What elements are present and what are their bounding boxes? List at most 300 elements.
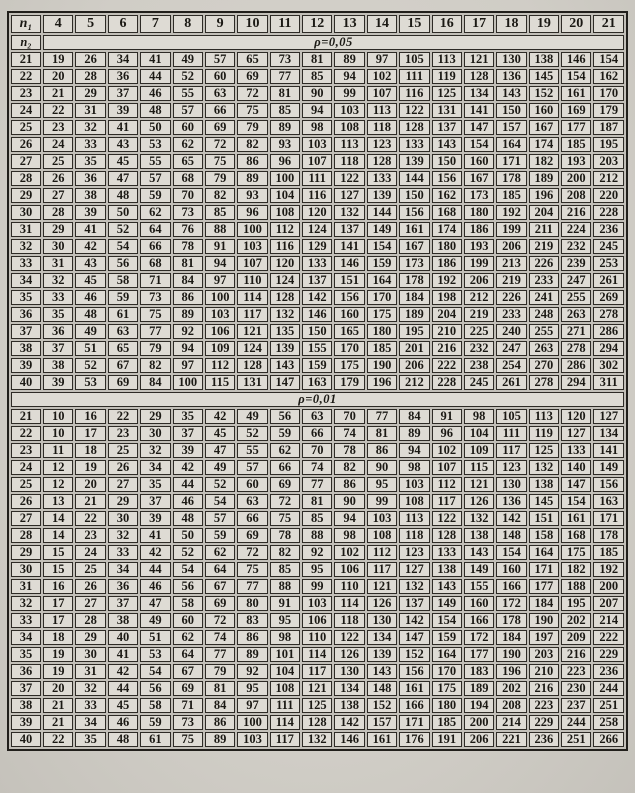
critical-value-cell: 199 bbox=[464, 256, 494, 271]
critical-value-cell: 160 bbox=[496, 562, 526, 577]
critical-value-cell: 133 bbox=[432, 545, 462, 560]
critical-value-cell: 124 bbox=[237, 341, 267, 356]
critical-value-cell: 114 bbox=[302, 647, 332, 662]
n2-row-header: 34 bbox=[11, 273, 41, 288]
critical-value-cell: 168 bbox=[432, 205, 462, 220]
critical-value-cell: 120 bbox=[561, 409, 591, 424]
critical-value-cell: 163 bbox=[593, 494, 624, 509]
critical-value-cell: 220 bbox=[593, 188, 624, 203]
critical-value-cell: 159 bbox=[302, 358, 332, 373]
critical-value-cell: 52 bbox=[173, 545, 203, 560]
critical-value-cell: 47 bbox=[108, 171, 138, 186]
critical-value-cell: 180 bbox=[432, 239, 462, 254]
critical-value-cell: 132 bbox=[529, 460, 559, 475]
critical-value-cell: 81 bbox=[270, 86, 300, 101]
critical-value-cell: 54 bbox=[205, 494, 235, 509]
critical-value-cell: 72 bbox=[270, 494, 300, 509]
critical-value-cell: 99 bbox=[302, 579, 332, 594]
table-row bbox=[11, 426, 624, 441]
critical-value-cell: 56 bbox=[140, 681, 170, 696]
critical-value-cell: 19 bbox=[43, 647, 73, 662]
table-row bbox=[11, 358, 624, 373]
critical-value-cell: 143 bbox=[432, 137, 462, 152]
table-row bbox=[11, 86, 624, 101]
critical-value-cell: 200 bbox=[593, 579, 624, 594]
critical-value-cell: 146 bbox=[334, 732, 364, 747]
critical-value-cell: 184 bbox=[399, 290, 429, 305]
n1-column-header: 17 bbox=[464, 15, 494, 33]
critical-value-cell: 41 bbox=[108, 647, 138, 662]
critical-value-cell: 78 bbox=[173, 239, 203, 254]
critical-value-cell: 103 bbox=[302, 596, 332, 611]
critical-value-cell: 185 bbox=[496, 188, 526, 203]
critical-value-cell: 75 bbox=[173, 732, 203, 747]
critical-value-cell: 85 bbox=[270, 103, 300, 118]
critical-value-cell: 59 bbox=[205, 528, 235, 543]
section-label-rho-005: ρ=0,05 bbox=[43, 35, 624, 50]
critical-value-cell: 156 bbox=[399, 664, 429, 679]
critical-value-cell: 253 bbox=[593, 256, 624, 271]
critical-value-cell: 106 bbox=[205, 324, 235, 339]
table-row bbox=[11, 647, 624, 662]
critical-value-cell: 49 bbox=[173, 52, 203, 67]
critical-value-cell: 100 bbox=[237, 715, 267, 730]
critical-value-cell: 190 bbox=[367, 358, 397, 373]
critical-value-cell: 21 bbox=[43, 715, 73, 730]
critical-value-cell: 86 bbox=[237, 154, 267, 169]
critical-value-cell: 171 bbox=[593, 511, 624, 526]
critical-value-cell: 79 bbox=[140, 341, 170, 356]
critical-value-cell: 163 bbox=[302, 375, 332, 390]
critical-value-cell: 16 bbox=[75, 409, 105, 424]
critical-value-cell: 133 bbox=[561, 443, 591, 458]
table-row bbox=[11, 443, 624, 458]
critical-value-cell: 21 bbox=[75, 494, 105, 509]
critical-value-cell: 186 bbox=[432, 256, 462, 271]
critical-value-cell: 165 bbox=[334, 324, 364, 339]
critical-value-cell: 185 bbox=[561, 137, 591, 152]
critical-value-cell: 167 bbox=[464, 171, 494, 186]
critical-value-cell: 110 bbox=[334, 579, 364, 594]
critical-value-cell: 138 bbox=[529, 52, 559, 67]
critical-value-cell: 77 bbox=[302, 477, 332, 492]
critical-value-cell: 51 bbox=[75, 341, 105, 356]
critical-value-cell: 53 bbox=[140, 647, 170, 662]
critical-value-cell: 81 bbox=[302, 494, 332, 509]
n2-row-header: 32 bbox=[11, 596, 41, 611]
critical-value-cell: 133 bbox=[399, 137, 429, 152]
critical-value-cell: 239 bbox=[561, 256, 591, 271]
critical-value-cell: 172 bbox=[464, 630, 494, 645]
critical-value-cell: 86 bbox=[205, 715, 235, 730]
critical-value-cell: 61 bbox=[140, 732, 170, 747]
critical-value-cell: 93 bbox=[270, 137, 300, 152]
critical-value-cell: 26 bbox=[108, 460, 138, 475]
critical-value-cell: 125 bbox=[529, 443, 559, 458]
critical-value-cell: 48 bbox=[140, 103, 170, 118]
critical-value-cell: 73 bbox=[173, 715, 203, 730]
critical-value-cell: 118 bbox=[367, 120, 397, 135]
critical-value-cell: 206 bbox=[464, 273, 494, 288]
critical-value-cell: 94 bbox=[399, 443, 429, 458]
critical-value-cell: 44 bbox=[140, 69, 170, 84]
critical-value-cell: 85 bbox=[302, 511, 332, 526]
critical-value-cell: 68 bbox=[173, 171, 203, 186]
critical-value-cell: 170 bbox=[334, 341, 364, 356]
critical-value-cell: 57 bbox=[140, 171, 170, 186]
critical-value-cell: 57 bbox=[173, 103, 203, 118]
critical-value-cell: 212 bbox=[464, 290, 494, 305]
critical-value-cell: 46 bbox=[140, 86, 170, 101]
critical-value-cell: 216 bbox=[561, 647, 591, 662]
critical-value-cell: 77 bbox=[237, 579, 267, 594]
critical-value-cell: 30 bbox=[43, 239, 73, 254]
critical-value-cell: 28 bbox=[43, 205, 73, 220]
critical-value-cell: 54 bbox=[108, 239, 138, 254]
critical-value-cell: 232 bbox=[464, 341, 494, 356]
critical-value-cell: 112 bbox=[205, 358, 235, 373]
critical-value-cell: 196 bbox=[529, 188, 559, 203]
critical-value-cell: 128 bbox=[302, 715, 332, 730]
critical-value-cell: 114 bbox=[270, 715, 300, 730]
n1-column-header: 10 bbox=[237, 15, 267, 33]
critical-value-cell: 35 bbox=[75, 154, 105, 169]
critical-value-cell: 118 bbox=[334, 613, 364, 628]
critical-value-cell: 247 bbox=[496, 341, 526, 356]
critical-value-cell: 199 bbox=[496, 222, 526, 237]
critical-value-cell: 31 bbox=[43, 256, 73, 271]
critical-value-cell: 66 bbox=[140, 239, 170, 254]
critical-value-cell: 72 bbox=[205, 137, 235, 152]
critical-value-cell: 132 bbox=[270, 307, 300, 322]
table-row bbox=[11, 171, 624, 186]
critical-value-cell: 123 bbox=[367, 137, 397, 152]
critical-value-cell: 147 bbox=[399, 630, 429, 645]
critical-value-cell: 35 bbox=[140, 477, 170, 492]
critical-value-cell: 123 bbox=[496, 460, 526, 475]
critical-value-cell: 143 bbox=[464, 545, 494, 560]
critical-value-cell: 222 bbox=[432, 358, 462, 373]
critical-value-cell: 162 bbox=[432, 188, 462, 203]
critical-value-cell: 73 bbox=[270, 52, 300, 67]
critical-value-cell: 69 bbox=[237, 69, 267, 84]
n2-row-header: 22 bbox=[11, 69, 41, 84]
critical-value-cell: 37 bbox=[173, 426, 203, 441]
critical-value-cell: 120 bbox=[302, 205, 332, 220]
table-row bbox=[11, 222, 624, 237]
critical-value-cell: 166 bbox=[399, 698, 429, 713]
critical-value-cell: 66 bbox=[237, 511, 267, 526]
critical-value-cell: 202 bbox=[561, 613, 591, 628]
n2-row-header: 33 bbox=[11, 613, 41, 628]
critical-value-cell: 94 bbox=[205, 256, 235, 271]
critical-value-cell: 130 bbox=[496, 52, 526, 67]
critical-value-cell: 108 bbox=[399, 494, 429, 509]
critical-value-cell: 59 bbox=[140, 715, 170, 730]
n2-row-header: 27 bbox=[11, 154, 41, 169]
critical-value-cell: 164 bbox=[432, 647, 462, 662]
table-row bbox=[11, 681, 624, 696]
table-row bbox=[11, 715, 624, 730]
critical-value-cell: 89 bbox=[237, 171, 267, 186]
critical-value-cell: 65 bbox=[237, 52, 267, 67]
critical-value-cell: 101 bbox=[270, 647, 300, 662]
critical-value-cell: 65 bbox=[173, 154, 203, 169]
table-row bbox=[11, 477, 624, 492]
critical-value-cell: 41 bbox=[108, 120, 138, 135]
critical-value-cell: 100 bbox=[205, 290, 235, 305]
critical-value-cell: 60 bbox=[173, 120, 203, 135]
n2-row-header: 25 bbox=[11, 120, 41, 135]
critical-value-cell: 12 bbox=[43, 477, 73, 492]
critical-value-cell: 81 bbox=[367, 426, 397, 441]
critical-value-cell: 29 bbox=[43, 222, 73, 237]
critical-value-cell: 74 bbox=[205, 630, 235, 645]
critical-value-cell: 111 bbox=[270, 698, 300, 713]
table-row bbox=[11, 273, 624, 288]
critical-value-cell: 136 bbox=[496, 69, 526, 84]
critical-value-cell: 29 bbox=[75, 86, 105, 101]
critical-value-cell: 58 bbox=[173, 596, 203, 611]
critical-value-cell: 42 bbox=[108, 664, 138, 679]
critical-value-cell: 206 bbox=[399, 358, 429, 373]
critical-value-cell: 119 bbox=[432, 69, 462, 84]
critical-value-cell: 52 bbox=[237, 426, 267, 441]
critical-value-cell: 112 bbox=[270, 222, 300, 237]
critical-value-cell: 46 bbox=[140, 579, 170, 594]
critical-value-cell: 150 bbox=[302, 324, 332, 339]
critical-value-cell: 223 bbox=[529, 698, 559, 713]
critical-value-cell: 160 bbox=[334, 307, 364, 322]
critical-value-cell: 195 bbox=[399, 324, 429, 339]
critical-value-cell: 161 bbox=[561, 86, 591, 101]
critical-value-cell: 175 bbox=[334, 358, 364, 373]
critical-value-cell: 34 bbox=[140, 460, 170, 475]
n2-row-header: 36 bbox=[11, 664, 41, 679]
n1-column-header: 16 bbox=[432, 15, 462, 33]
critical-value-cell: 15 bbox=[43, 562, 73, 577]
critical-value-cell: 228 bbox=[593, 205, 624, 220]
critical-value-cell: 175 bbox=[561, 545, 591, 560]
critical-value-cell: 67 bbox=[108, 358, 138, 373]
critical-value-cell: 29 bbox=[108, 494, 138, 509]
critical-value-cell: 94 bbox=[173, 341, 203, 356]
critical-value-cell: 154 bbox=[496, 545, 526, 560]
critical-value-cell: 69 bbox=[237, 528, 267, 543]
table-row bbox=[11, 511, 624, 526]
critical-value-cell: 219 bbox=[496, 273, 526, 288]
critical-value-cell: 209 bbox=[561, 630, 591, 645]
critical-value-cell: 37 bbox=[108, 86, 138, 101]
header-row-n1 bbox=[11, 15, 624, 33]
critical-value-cell: 126 bbox=[464, 494, 494, 509]
n2-row-header: 31 bbox=[11, 222, 41, 237]
n2-row-header: 40 bbox=[11, 375, 41, 390]
critical-value-cell: 140 bbox=[561, 460, 591, 475]
critical-value-cell: 192 bbox=[593, 562, 624, 577]
critical-value-cell: 117 bbox=[237, 307, 267, 322]
critical-value-cell: 229 bbox=[593, 647, 624, 662]
critical-value-cell: 96 bbox=[237, 205, 267, 220]
critical-value-cell: 146 bbox=[561, 52, 591, 67]
critical-value-cell: 46 bbox=[108, 715, 138, 730]
critical-value-cell: 251 bbox=[561, 732, 591, 747]
critical-value-cell: 120 bbox=[270, 256, 300, 271]
critical-value-cell: 172 bbox=[496, 596, 526, 611]
critical-value-cell: 79 bbox=[205, 171, 235, 186]
critical-value-cell: 161 bbox=[561, 511, 591, 526]
critical-value-cell: 130 bbox=[334, 664, 364, 679]
critical-value-cell: 116 bbox=[302, 188, 332, 203]
critical-value-cell: 85 bbox=[205, 205, 235, 220]
n2-corner-label: n₂ bbox=[11, 35, 41, 50]
critical-value-cell: 236 bbox=[593, 664, 624, 679]
critical-value-cell: 88 bbox=[205, 222, 235, 237]
critical-value-cell: 37 bbox=[43, 341, 73, 356]
critical-value-cell: 90 bbox=[302, 86, 332, 101]
critical-value-cell: 261 bbox=[496, 375, 526, 390]
critical-value-cell: 128 bbox=[399, 120, 429, 135]
critical-value-cell: 37 bbox=[140, 494, 170, 509]
critical-value-cell: 195 bbox=[593, 137, 624, 152]
critical-value-cell: 56 bbox=[270, 409, 300, 424]
n2-row-header: 26 bbox=[11, 494, 41, 509]
critical-value-cell: 18 bbox=[75, 443, 105, 458]
critical-value-cell: 143 bbox=[367, 664, 397, 679]
critical-value-cell: 132 bbox=[302, 732, 332, 747]
n2-row-header: 36 bbox=[11, 307, 41, 322]
critical-value-cell: 74 bbox=[302, 460, 332, 475]
critical-value-cell: 72 bbox=[237, 86, 267, 101]
critical-value-cell: 42 bbox=[140, 545, 170, 560]
critical-value-cell: 245 bbox=[593, 239, 624, 254]
n2-row-header: 35 bbox=[11, 647, 41, 662]
critical-value-cell: 63 bbox=[108, 324, 138, 339]
critical-value-cell: 52 bbox=[108, 222, 138, 237]
critical-value-cell: 125 bbox=[302, 698, 332, 713]
critical-value-cell: 241 bbox=[529, 290, 559, 305]
critical-value-cell: 83 bbox=[237, 613, 267, 628]
critical-value-cell: 254 bbox=[496, 358, 526, 373]
critical-value-cell: 53 bbox=[140, 137, 170, 152]
critical-value-cell: 121 bbox=[302, 681, 332, 696]
critical-value-cell: 95 bbox=[367, 477, 397, 492]
critical-value-cell: 81 bbox=[205, 681, 235, 696]
critical-value-cell: 156 bbox=[334, 290, 364, 305]
critical-value-cell: 91 bbox=[205, 239, 235, 254]
critical-value-cell: 210 bbox=[529, 664, 559, 679]
critical-value-cell: 132 bbox=[399, 579, 429, 594]
critical-value-cell: 46 bbox=[173, 494, 203, 509]
critical-value-cell: 105 bbox=[399, 52, 429, 67]
critical-value-cell: 20 bbox=[43, 681, 73, 696]
critical-value-cell: 139 bbox=[270, 341, 300, 356]
critical-value-cell: 212 bbox=[593, 171, 624, 186]
critical-value-cell: 72 bbox=[237, 545, 267, 560]
critical-value-cell: 143 bbox=[432, 579, 462, 594]
critical-value-cell: 147 bbox=[270, 375, 300, 390]
n2-row-header: 37 bbox=[11, 681, 41, 696]
critical-value-cell: 17 bbox=[75, 426, 105, 441]
critical-value-cell: 137 bbox=[399, 596, 429, 611]
critical-value-cell: 161 bbox=[367, 732, 397, 747]
critical-value-cell: 214 bbox=[593, 613, 624, 628]
critical-value-cell: 37 bbox=[108, 596, 138, 611]
critical-value-cell: 98 bbox=[399, 460, 429, 475]
critical-value-cell: 150 bbox=[399, 188, 429, 203]
critical-value-cell: 39 bbox=[173, 443, 203, 458]
n2-row-header: 33 bbox=[11, 256, 41, 271]
critical-value-cell: 244 bbox=[593, 681, 624, 696]
critical-value-cell: 228 bbox=[432, 375, 462, 390]
critical-value-cell: 117 bbox=[432, 494, 462, 509]
critical-value-cell: 175 bbox=[432, 681, 462, 696]
critical-value-cell: 30 bbox=[75, 647, 105, 662]
critical-value-cell: 143 bbox=[496, 86, 526, 101]
critical-value-cell: 48 bbox=[108, 188, 138, 203]
table-row bbox=[11, 154, 624, 169]
critical-value-cell: 134 bbox=[593, 426, 624, 441]
critical-value-cell: 129 bbox=[302, 239, 332, 254]
table-row bbox=[11, 664, 624, 679]
n1-column-header: 15 bbox=[399, 15, 429, 33]
critical-value-cell: 216 bbox=[432, 341, 462, 356]
n2-row-header: 34 bbox=[11, 630, 41, 645]
table-row bbox=[11, 596, 624, 611]
critical-value-cell: 64 bbox=[205, 562, 235, 577]
critical-value-cell: 45 bbox=[205, 426, 235, 441]
critical-value-cell: 214 bbox=[496, 715, 526, 730]
critical-value-cell: 189 bbox=[529, 171, 559, 186]
critical-value-cell: 99 bbox=[367, 494, 397, 509]
critical-value-cell: 207 bbox=[593, 596, 624, 611]
critical-value-cell: 130 bbox=[367, 613, 397, 628]
critical-value-cell: 61 bbox=[108, 307, 138, 322]
critical-value-cell: 88 bbox=[302, 528, 332, 543]
critical-value-cell: 60 bbox=[237, 477, 267, 492]
critical-value-cell: 144 bbox=[367, 205, 397, 220]
critical-value-cell: 91 bbox=[432, 409, 462, 424]
critical-value-cell: 10 bbox=[43, 409, 73, 424]
critical-value-cell: 93 bbox=[237, 188, 267, 203]
critical-value-cell: 104 bbox=[464, 426, 494, 441]
critical-value-cell: 194 bbox=[464, 698, 494, 713]
table-row bbox=[11, 341, 624, 356]
critical-value-cell: 89 bbox=[237, 647, 267, 662]
critical-value-cell: 137 bbox=[432, 120, 462, 135]
n2-row-header: 24 bbox=[11, 103, 41, 118]
critical-value-cell: 63 bbox=[237, 494, 267, 509]
critical-value-cell: 66 bbox=[205, 103, 235, 118]
critical-value-cell: 206 bbox=[496, 239, 526, 254]
critical-value-cell: 278 bbox=[561, 341, 591, 356]
critical-value-cell: 108 bbox=[270, 681, 300, 696]
critical-value-cell: 63 bbox=[205, 86, 235, 101]
critical-value-cell: 31 bbox=[75, 664, 105, 679]
critical-value-cell: 139 bbox=[367, 647, 397, 662]
critical-value-cell: 156 bbox=[432, 171, 462, 186]
critical-value-cell: 225 bbox=[464, 324, 494, 339]
critical-value-cell: 84 bbox=[205, 698, 235, 713]
n2-row-header: 26 bbox=[11, 137, 41, 152]
n2-row-header: 40 bbox=[11, 732, 41, 747]
critical-value-cell: 43 bbox=[75, 256, 105, 271]
critical-value-cell: 107 bbox=[367, 86, 397, 101]
critical-value-cell: 69 bbox=[173, 681, 203, 696]
critical-value-cell: 132 bbox=[334, 205, 364, 220]
critical-value-cell: 55 bbox=[173, 86, 203, 101]
critical-value-cell: 55 bbox=[237, 443, 267, 458]
